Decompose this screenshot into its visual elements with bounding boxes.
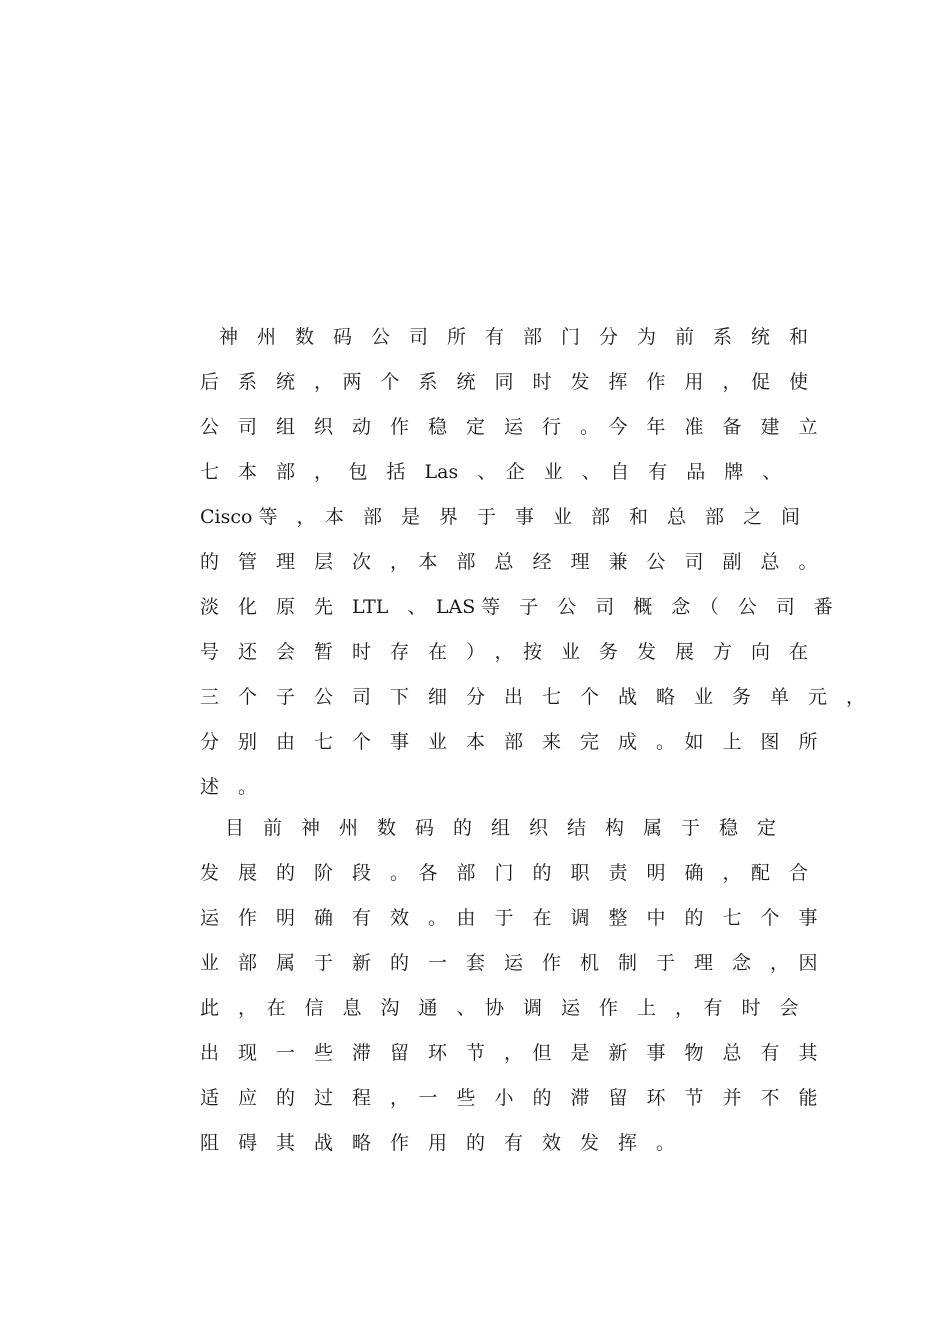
text-line: 公 司 组 织 动 作 稳 定 运 行 。 今 年 准 备 建 立 bbox=[200, 416, 818, 438]
text-line: 适 应 的 过 程 ， 一 些 小 的 滞 留 环 节 并 不 能 bbox=[200, 1087, 818, 1109]
text-line: 出 现 一 些 滞 留 环 节 ， 但 是 新 事 物 总 有 其 bbox=[200, 1042, 818, 1064]
text-line: 业 部 属 于 新 的 一 套 运 作 机 制 于 理 念 ， 因 bbox=[200, 952, 818, 974]
text-line: 号 还 会 暂 时 存 在 ） ， 按 业 务 发 展 方 向 在 bbox=[200, 641, 809, 663]
text-line: Cisco 等 ， 本 部 是 界 于 事 业 部 和 总 部 之 间 bbox=[200, 506, 800, 528]
text-line: 的 管 理 层 次 ， 本 部 总 经 理 兼 公 司 副 总 。 bbox=[200, 551, 818, 573]
text-line: 后 系 统 ， 两 个 系 统 同 时 发 挥 作 用 ， 促 使 bbox=[200, 371, 809, 393]
text-line: 述 。 bbox=[200, 776, 258, 798]
text-line: 分 别 由 七 个 事 业 本 部 来 完 成 。 如 上 图 所 bbox=[200, 731, 818, 753]
text-line: 七 本 部 ， 包 括 Las 、 企 业 、 自 有 品 牌 、 bbox=[200, 461, 782, 483]
text-line: 阻 碍 其 战 略 作 用 的 有 效 发 挥 。 bbox=[200, 1132, 676, 1154]
text-line: 发 展 的 阶 段 。 各 部 门 的 职 责 明 确 ， 配 合 bbox=[200, 862, 809, 884]
text-line: 此 ， 在 信 息 沟 通 、 协 调 运 作 上 ， 有 时 会 bbox=[200, 997, 799, 1019]
text-line: 神 州 数 码 公 司 所 有 部 门 分 为 前 系 统 和 bbox=[200, 326, 809, 348]
text-line: 运 作 明 确 有 效 。 由 于 在 调 整 中 的 七 个 事 bbox=[200, 907, 818, 929]
text-line: 淡 化 原 先 LTL 、 LAS 等 子 公 司 概 念 （ 公 司 番 bbox=[200, 596, 833, 618]
text-line: 目 前 神 州 数 码 的 组 织 结 构 属 于 稳 定 bbox=[200, 817, 777, 839]
text-line: 三 个 子 公 司 下 细 分 出 七 个 战 略 业 务 单 元 ， bbox=[200, 686, 866, 708]
